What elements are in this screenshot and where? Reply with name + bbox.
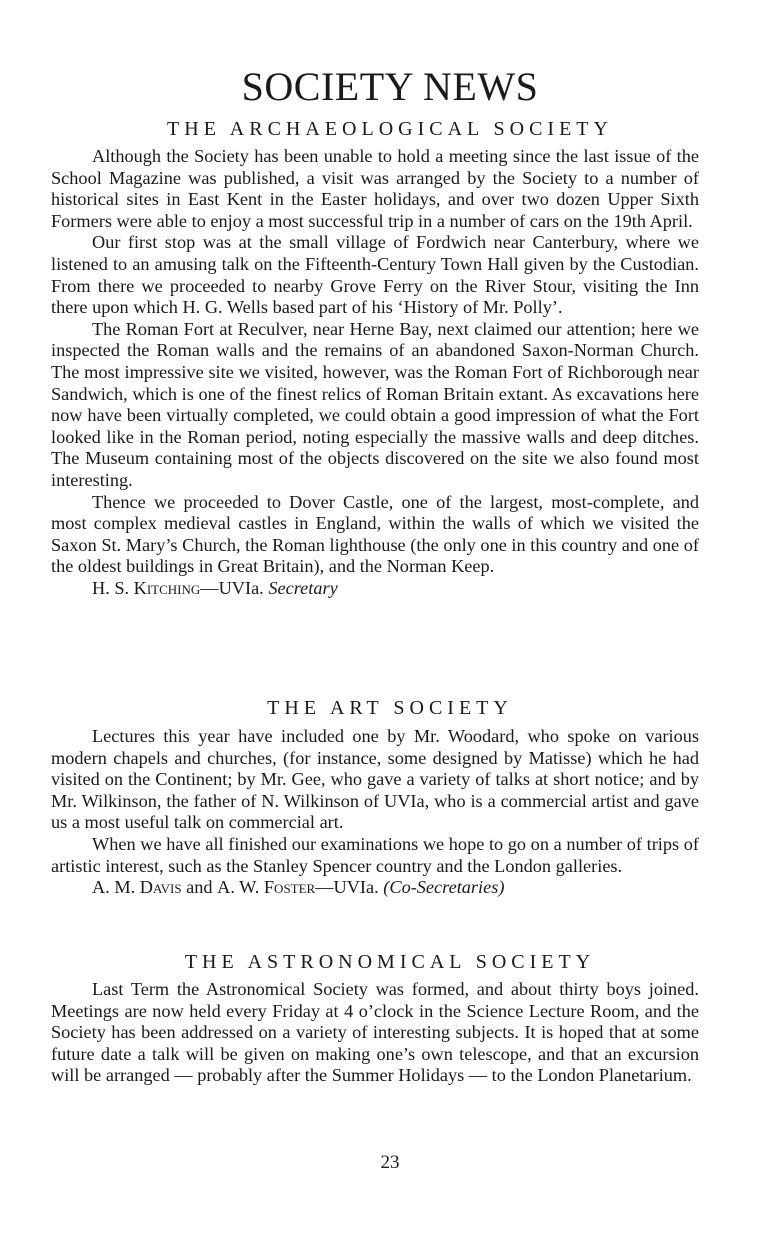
signature-art bbox=[51, 877, 699, 899]
section-heading-astronomical: THE ASTRONOMICAL SOCIETY bbox=[184, 951, 596, 973]
signature-role: Secretary bbox=[268, 577, 338, 598]
paragraph: Lectures this year have included one by Mr. Woodard, who spoke on various modern chapels and churches, (for instance, some designed by Matisse) which he had visited on the Continent; by Mr. Gee, who gave a variety of talks at short notice; and by Mr. Wilkinson, the father of N. Wilkinson of UVIa, who is a commercial artist and gave us a most useful talk on commercial art. bbox=[51, 726, 699, 833]
section-heading-archaeological: THE ARCHAEOLOGICAL SOCIETY bbox=[167, 118, 613, 140]
paragraph: Our first stop was at the small village of Fordwich near Canterbury, where we listened to an amusing talk on the Fifteenth-Century Town Hall given by the Custodian. From there we proceeded to nearby Grove Ferry on the River Stour, visiting the Inn there upon which H. G. Wells based part of his ‘History of Mr. Polly’. bbox=[51, 232, 699, 318]
signature-and: and bbox=[181, 877, 218, 898]
paragraph: The Roman Fort at Reculver, near Herne Bay, next claimed our attention; here we inspected the Roman walls and the remains of an abandoned Saxon-Norman Church. The most impressive site we visited, however, was the Roman Fort of Richborough near Sandwich, which is one of the finest relics of Roman Britain extant. As excavations here now have been virtually completed, we could obtain a good impression of what the Fort looked like in the Roman period, noting especially the massive walls and deep ditches. The Museum containing most of the objects discovered on the site we also found most interesting. bbox=[51, 318, 699, 490]
signature-name-2: A. W. Foster bbox=[217, 877, 316, 898]
page-number: 23 bbox=[380, 1152, 400, 1173]
signature-role: (Co-Secretaries) bbox=[383, 877, 505, 898]
paragraph: When we have all finished our examinations we hope to go on a number of trips of artistic interest, such as the Stanley Spencer country and the London galleries. bbox=[51, 833, 699, 876]
signature-name: H. S. Kitching bbox=[92, 577, 201, 598]
signature-archaeological bbox=[51, 578, 699, 600]
section-body-astronomical bbox=[51, 979, 699, 1087]
section-body-archaeological bbox=[51, 146, 699, 599]
paragraph: Thence we proceeded to Dover Castle, one of the largest, most-complete, and most complex medieval castles in England, within the walls of which we visited the Saxon St. Mary’s Church, the Roman lighthouse (the only one in this country and one of the oldest buildings in Great Britain), and the Norman Keep. bbox=[51, 491, 699, 577]
paragraph: Last Term the Astronomical Society was formed, and about thirty boys joined. Meetings are now held every Friday at 4 o’clock in the Science Lecture Room, and the Society has been addressed on a variety of interesting subjects. It is hoped that at some future date a talk will be given on making one’s own telescope, and that an excursion will be arranged — probably after the Summer Holidays — to the London Planetarium. bbox=[51, 979, 699, 1086]
signature-form: —UVIa. bbox=[200, 577, 264, 598]
section-heading-art: THE ART SOCIETY bbox=[267, 697, 513, 719]
signature-name-1: A. M. Davis bbox=[92, 877, 182, 898]
section-body-art bbox=[51, 726, 699, 899]
paragraph: Although the Society has been unable to hold a meeting since the last issue of the School Magazine was published, a visit was arranged by the Society to a number of historical sites in East Kent in the Easter holidays, and over two dozen Upper Sixth Formers were able to enjoy a most successful trip in a number of cars on the 19th April. bbox=[51, 146, 699, 231]
signature-form: —UVIa. bbox=[315, 877, 379, 898]
page-title: SOCIETY NEWS bbox=[241, 64, 539, 109]
